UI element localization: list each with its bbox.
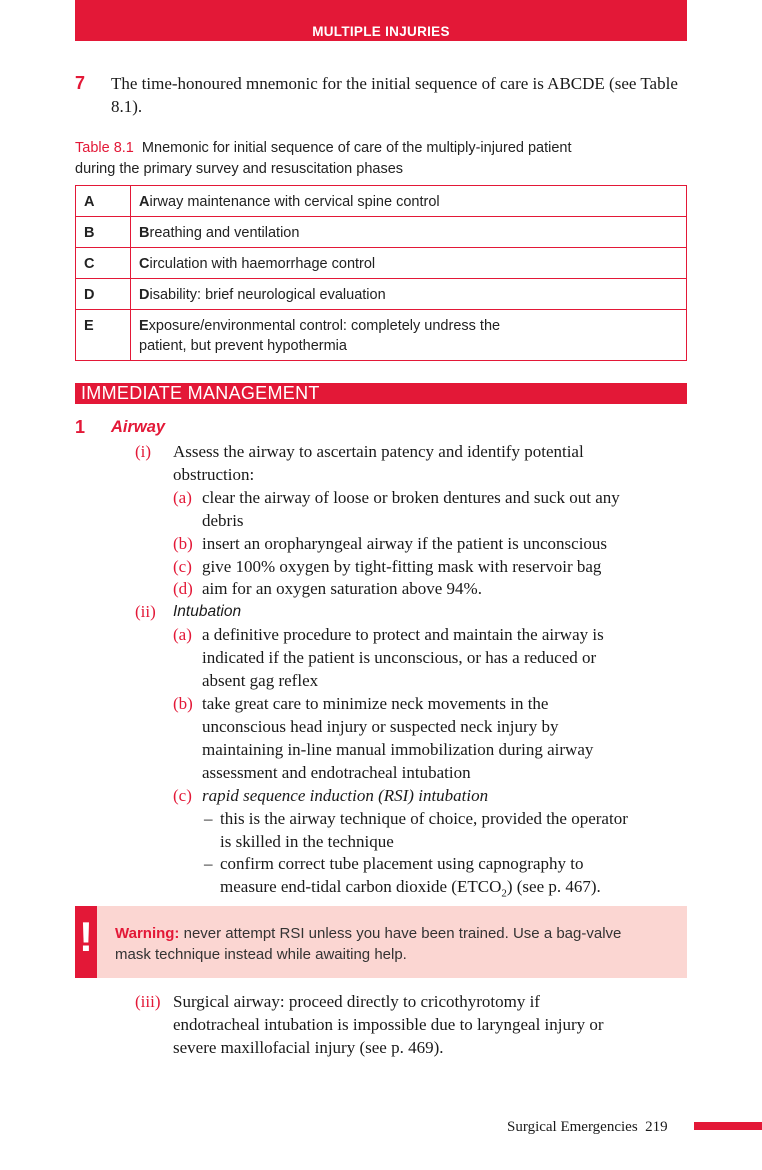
mnemonic-table	[75, 185, 687, 361]
table-caption-label: Table 8.1	[75, 140, 134, 156]
section-heading: IMMEDIATE MANAGEMENT	[75, 383, 687, 404]
warning-text-line1: never attempt RSI unless you have been trained. Use a bag-valve	[183, 925, 622, 942]
table-row	[76, 279, 687, 310]
list-item-text: indicated if the patient is unconscious, or has a reduced or	[202, 648, 597, 667]
table-row	[76, 248, 687, 279]
list-item-text: is skilled in the technique	[220, 832, 394, 851]
list-marker: (c)	[173, 786, 192, 805]
table-cell-letter: B	[76, 217, 131, 248]
list-item-text: take great care to minimize neck movements in the	[202, 694, 549, 713]
list-marker: (i)	[135, 442, 152, 461]
page-number: 219	[645, 1119, 668, 1135]
list-item-text: insert an oropharyngeal airway if the patient is unconscious	[202, 534, 608, 553]
description-rest: isability: brief neurological evaluation	[149, 287, 386, 303]
table-row	[76, 310, 687, 361]
list-item-text: unconscious head injury or suspected neck injury by	[202, 717, 559, 736]
list-item-text: severe maxillofacial injury (see p. 469).	[173, 1038, 444, 1057]
warning-label: Warning:	[115, 925, 180, 942]
table-cell-description	[131, 186, 687, 217]
list-item-text: Surgical airway: proceed directly to cricothyrotomy if	[173, 992, 540, 1011]
running-header-title: MULTIPLE INJURIES	[312, 24, 450, 39]
airway-heading: Airway	[111, 418, 166, 436]
table-row	[76, 217, 687, 248]
footer-book-title: Surgical Emergencies	[507, 1119, 638, 1135]
list-marker: (b)	[173, 694, 193, 713]
list-marker: (iii)	[135, 992, 161, 1011]
list-item-text: clear the airway of loose or broken dentures and suck out any	[202, 488, 620, 507]
list-marker: (b)	[173, 534, 193, 553]
warning-box	[75, 906, 687, 978]
table-cell-description	[131, 248, 687, 279]
list-item-text: debris	[202, 511, 244, 530]
airway-number: 1	[75, 417, 86, 437]
table-cell-description	[131, 279, 687, 310]
list-item-text: give 100% oxygen by tight-fitting mask with reservoir bag	[202, 557, 602, 576]
list-item-text	[220, 875, 601, 898]
dash-marker: –	[204, 809, 213, 828]
description-initial: D	[139, 287, 150, 303]
table-cell-letter: E	[76, 310, 131, 361]
running-header	[75, 0, 687, 41]
list-item-text: absent gag reflex	[202, 671, 319, 690]
list-item-text: this is the airway technique of choice, provided the operator	[220, 809, 628, 828]
warning-text-line2: mask technique instead while awaiting help.	[115, 946, 407, 963]
table-cell-letter: C	[76, 248, 131, 279]
table-cell-description	[131, 310, 687, 361]
table-caption-line1: Mnemonic for initial sequence of care of the multiply-injured patient	[141, 140, 572, 156]
etco2-subscript: 2	[501, 887, 507, 900]
warning-text	[115, 923, 675, 965]
etco2-text-after: ) (see p. 467).	[506, 877, 601, 896]
list-item-text: Assess the airway to ascertain patency and identify potential	[173, 442, 584, 461]
description-rest: xposure/environmental control: completely undress the	[148, 318, 501, 334]
list-item-text: rapid sequence induction (RSI) intubation	[202, 786, 489, 805]
table-row	[76, 186, 687, 217]
list-item-text: assessment and endotracheal intubation	[202, 763, 471, 782]
list-marker: (d)	[173, 579, 193, 598]
exclamation-icon: !	[79, 913, 93, 960]
table-cell-description	[131, 217, 687, 248]
description-initial: E	[139, 318, 149, 334]
table-caption-line2: during the primary survey and resuscitation phases	[75, 161, 404, 177]
list-item-text: endotracheal intubation is impossible due to laryngeal injury or	[173, 1015, 604, 1034]
description-rest: reathing and ventilation	[149, 225, 300, 241]
description-rest-line2: patient, but prevent hypothermia	[139, 338, 347, 354]
list-item-text: confirm correct tube placement using capnography to	[220, 854, 584, 873]
description-initial: B	[139, 225, 150, 241]
description-initial: A	[139, 194, 150, 210]
description-rest: irculation with haemorrhage control	[149, 256, 376, 272]
description-rest: irway maintenance with cervical spine control	[149, 194, 440, 210]
table-caption	[75, 138, 687, 180]
paragraph-text: The time-honoured mnemonic for the initial sequence of care is ABCDE (see Table 8.1).	[111, 74, 678, 116]
list-item-text: a definitive procedure to protect and maintain the airway is	[202, 625, 604, 644]
list-marker: (a)	[173, 625, 192, 644]
list-marker: (a)	[173, 488, 192, 507]
description-initial: C	[139, 256, 150, 272]
table-cell-letter: D	[76, 279, 131, 310]
table-cell-letter: A	[76, 186, 131, 217]
subheading-intubation: Intubation	[173, 603, 242, 620]
list-marker: (c)	[173, 557, 192, 576]
list-item-text: obstruction:	[173, 465, 255, 484]
list-marker: (ii)	[135, 602, 156, 621]
list-item-text: maintaining in-line manual immobilization during airway	[202, 740, 594, 759]
etco2-text: measure end-tidal carbon dioxide (ETCO	[220, 877, 502, 896]
page-footer	[507, 1117, 668, 1137]
footer-bar	[694, 1122, 762, 1130]
dash-marker: –	[204, 854, 213, 873]
paragraph-number: 7	[75, 73, 86, 93]
paragraph-7	[75, 72, 687, 118]
list-item-text: aim for an oxygen saturation above 94%.	[202, 579, 482, 598]
